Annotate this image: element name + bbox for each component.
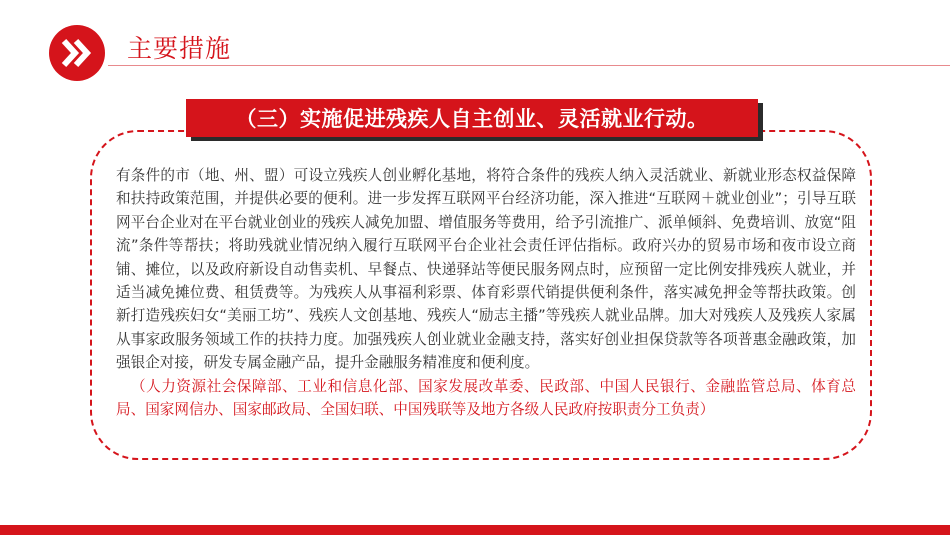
responsible-departments: （人力资源社会保障部、工业和信息化部、国家发展改革委、民政部、中国人民银行、金融监管总局、体育总局、国家网信办、国家邮政局、全国妇联、中国残联等及地方各级人民政府按职责分工负责） — [116, 377, 856, 419]
section-heading: （三）实施促进残疾人自主创业、灵活就业行动。 — [186, 99, 758, 137]
bottom-bar — [0, 525, 950, 535]
header-divider — [108, 65, 950, 66]
body-paragraph: 有条件的市（地、州、盟）可设立残疾人创业孵化基地，将符合条件的残疾人纳入灵活就业、新就业形态权益保障和扶持政策范围，并提供必要的便利。进一步发挥互联网平台经济功能，深入推进“互联网＋就业创业”；引导互联网平台企业对在平台就业创业的残疾人减免加盟、增值服务等费用，给予引流推广、派单倾斜、免费培训、放宽“阻流”条件等帮扶；将助残就业情况纳入履行互联网平台企业社会责任评估指标。政府兴办的贸易市场和夜市设立商铺、摊位，以及政府新设自动售卖机、早餐点、快递驿站等便民服务网点时，应预留一定比例安排残疾人就业，并适当减免摊位费、租赁费等。为残疾人从事福利彩票、体育彩票代销提供便利条件，落实减免押金等帮扶政策。创新打造残疾妇女“美丽工坊”、残疾人文创基地、残疾人“励志主播”等残疾人就业品牌。加大对残疾人及残疾人家属从事家政服务领域工作的扶持力度。加强残疾人创业就业金融支持，落实好创业担保贷款等各项普惠金融政策，加强银企对接，研发专属金融产品，提升金融服务精准度和便利度。 — [116, 167, 856, 372]
section-body — [116, 164, 856, 421]
logo-badge — [49, 25, 105, 81]
double-chevron-right-icon — [49, 25, 105, 81]
page-title: 主要措施 — [127, 34, 232, 63]
